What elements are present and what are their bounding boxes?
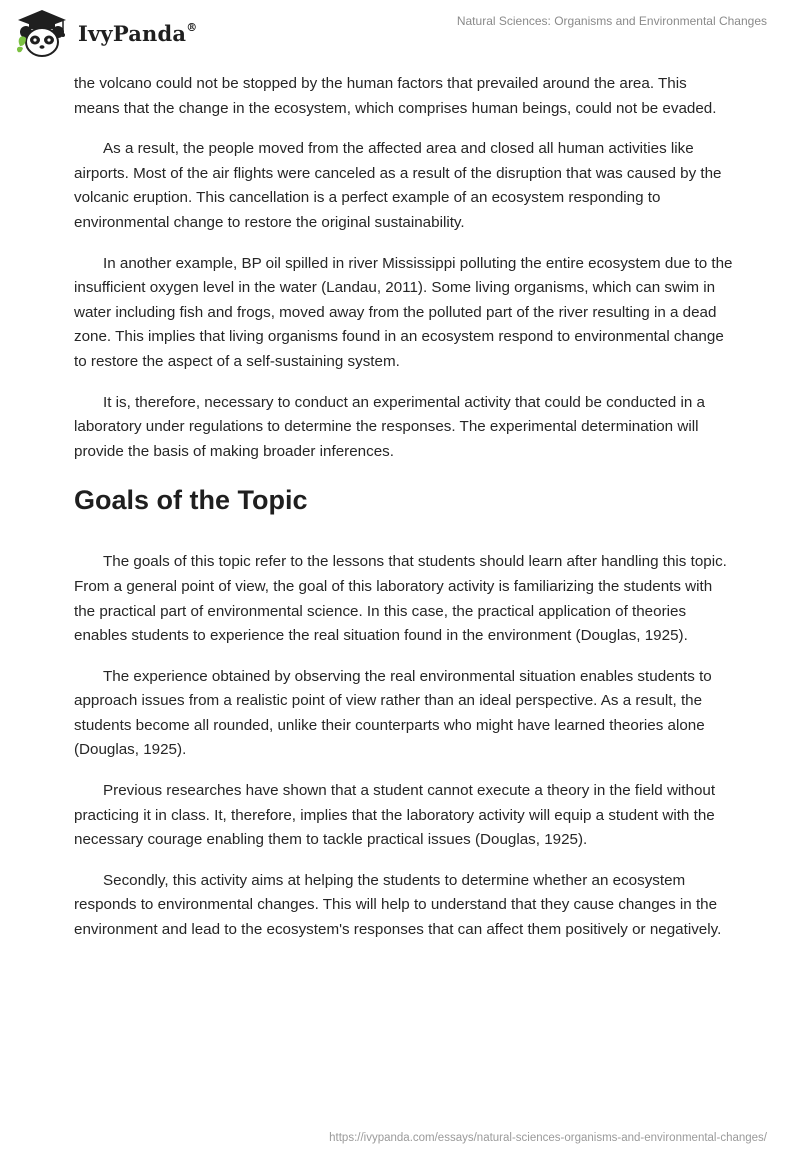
paragraph: Previous researches have shown that a student cannot execute a theory in the field without practicing it in class. It, therefore, implies that the laboratory activity will equip a student with the necessary courage enabling them to tackle practical issues (Douglas, 1925). <box>74 782 716 849</box>
paragraph: In another example, BP oil spilled in river Mississippi polluting the entire ecosystem due to the insufficient oxygen level in the water (Landau, 2011). Some living organisms, which can swim in water including fish and frogs, moved away from the polluted part of the river resulting in a dead zone. This implies that living organisms found in an ecosystem respond to environmental change to restore the aspect of a self-sustaining system. <box>74 254 733 370</box>
paragraph: As a result, the people moved from the affected area and closed all human activities like airports. Most of the air flights were canceled as a result of the disruption that was caused by the volcanic eruption. This cancellation is a perfect example of an ecosystem responding to environmental change to restore the original sustainability. <box>74 140 722 231</box>
brand-name: IvyPanda® <box>78 21 198 46</box>
source-url[interactable]: https://ivypanda.com/essays/natural-sciences-organisms-and-environmental-changes/ <box>329 1132 767 1144</box>
paragraph: Secondly, this activity aims at helping the students to determine whether an ecosystem responds to environmental changes. This will help to understand that they cause changes in the environment and lead to the ecosystem's responses that can affect them positively or negatively. <box>74 871 722 939</box>
paragraph: The experience obtained by observing the real environmental situation enables students to approach issues from a realistic point of view rather than an ideal perspective. As a result, the students become all rounded, unlike their counterparts who might have learned theories alone (Douglas, 1925). <box>74 667 712 759</box>
document-title: Natural Sciences: Organisms and Environmental Changes <box>456 14 767 28</box>
ivypanda-logo[interactable] <box>14 8 214 60</box>
panda-graduate-icon <box>14 8 70 60</box>
paragraph: It is, therefore, necessary to conduct an experimental activity that could be conducted in a laboratory under regulations to determine the responses. The experimental determination will provide the basis of making broader inferences. <box>74 393 705 460</box>
paragraph: the volcano could not be stopped by the human factors that prevailed around the area. This means that the change in the ecosystem, which comprises human beings, could not be evaded. <box>74 75 717 117</box>
section-heading: Goals of the Topic <box>74 485 308 516</box>
page-header <box>0 0 800 70</box>
article-body <box>74 72 734 959</box>
paragraph: The goals of this topic refer to the lessons that students should learn after handling this topic. From a general point of view, the goal of this laboratory activity is familiarizing the students with the practical part of environmental science. In this case, the practical application of theories enables students to experience the real situation found in the environment (Douglas, 1925). <box>74 553 727 645</box>
